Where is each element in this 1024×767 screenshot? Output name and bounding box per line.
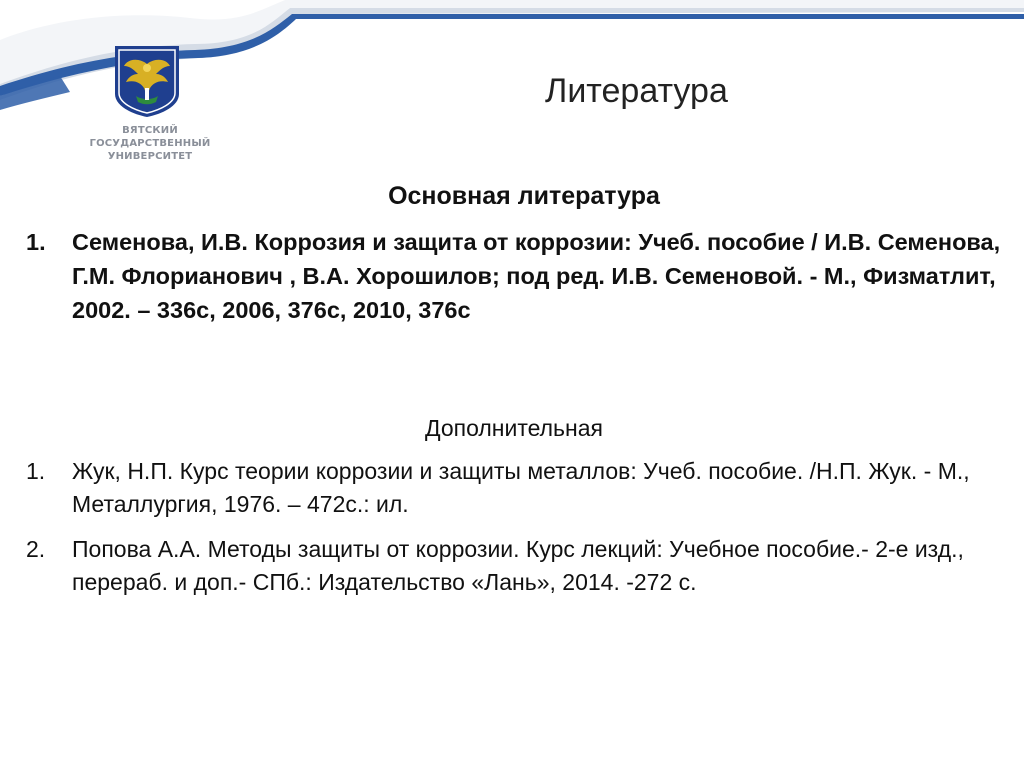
item-text: Семенова, И.В. Коррозия и защита от коррозии: Учеб. пособие / И.В. Семенова, Г.М. Флорианович , В.А. Хорошилов; под ред. И.В. Семеновой. - М., Физматлит, 2002. – 336с, 2006, 376с, 2010, 376с <box>72 229 1001 323</box>
item-text: Жук, Н.П. Курс теории коррозии и защиты металлов: Учеб. пособие. /Н.П. Жук. - М., Металлургия, 1976. – 472с.: ил. <box>72 458 970 517</box>
university-name-line-3: УНИВЕРСИТЕТ <box>107 151 193 162</box>
extra-literature-item <box>26 533 1006 599</box>
item-number: 1. <box>26 229 46 255</box>
extra-literature-item <box>26 455 1006 521</box>
university-name-line-2: ГОСУДАРСТВЕННЫЙ <box>89 138 211 149</box>
main-literature-item <box>26 225 1006 327</box>
university-name <box>80 124 220 163</box>
item-text: Попова А.А. Методы защиты от коррозии. Курс лекций: Учебное пособие.- 2-е изд., перераб. и доп.- СПб.: Издательство «Лань», 2014. -272 с. <box>72 536 964 595</box>
item-number: 2. <box>26 536 46 562</box>
extra-literature-list <box>26 455 1006 611</box>
item-number: 1. <box>26 458 46 484</box>
main-literature-heading: Основная литература <box>388 182 660 210</box>
university-name-line-1: ВЯТСКИЙ <box>122 125 178 136</box>
main-literature-list <box>26 225 1006 327</box>
slide-title: Литература <box>545 72 728 110</box>
university-emblem-icon <box>112 44 182 118</box>
extra-literature-heading: Дополнительная <box>425 415 603 441</box>
